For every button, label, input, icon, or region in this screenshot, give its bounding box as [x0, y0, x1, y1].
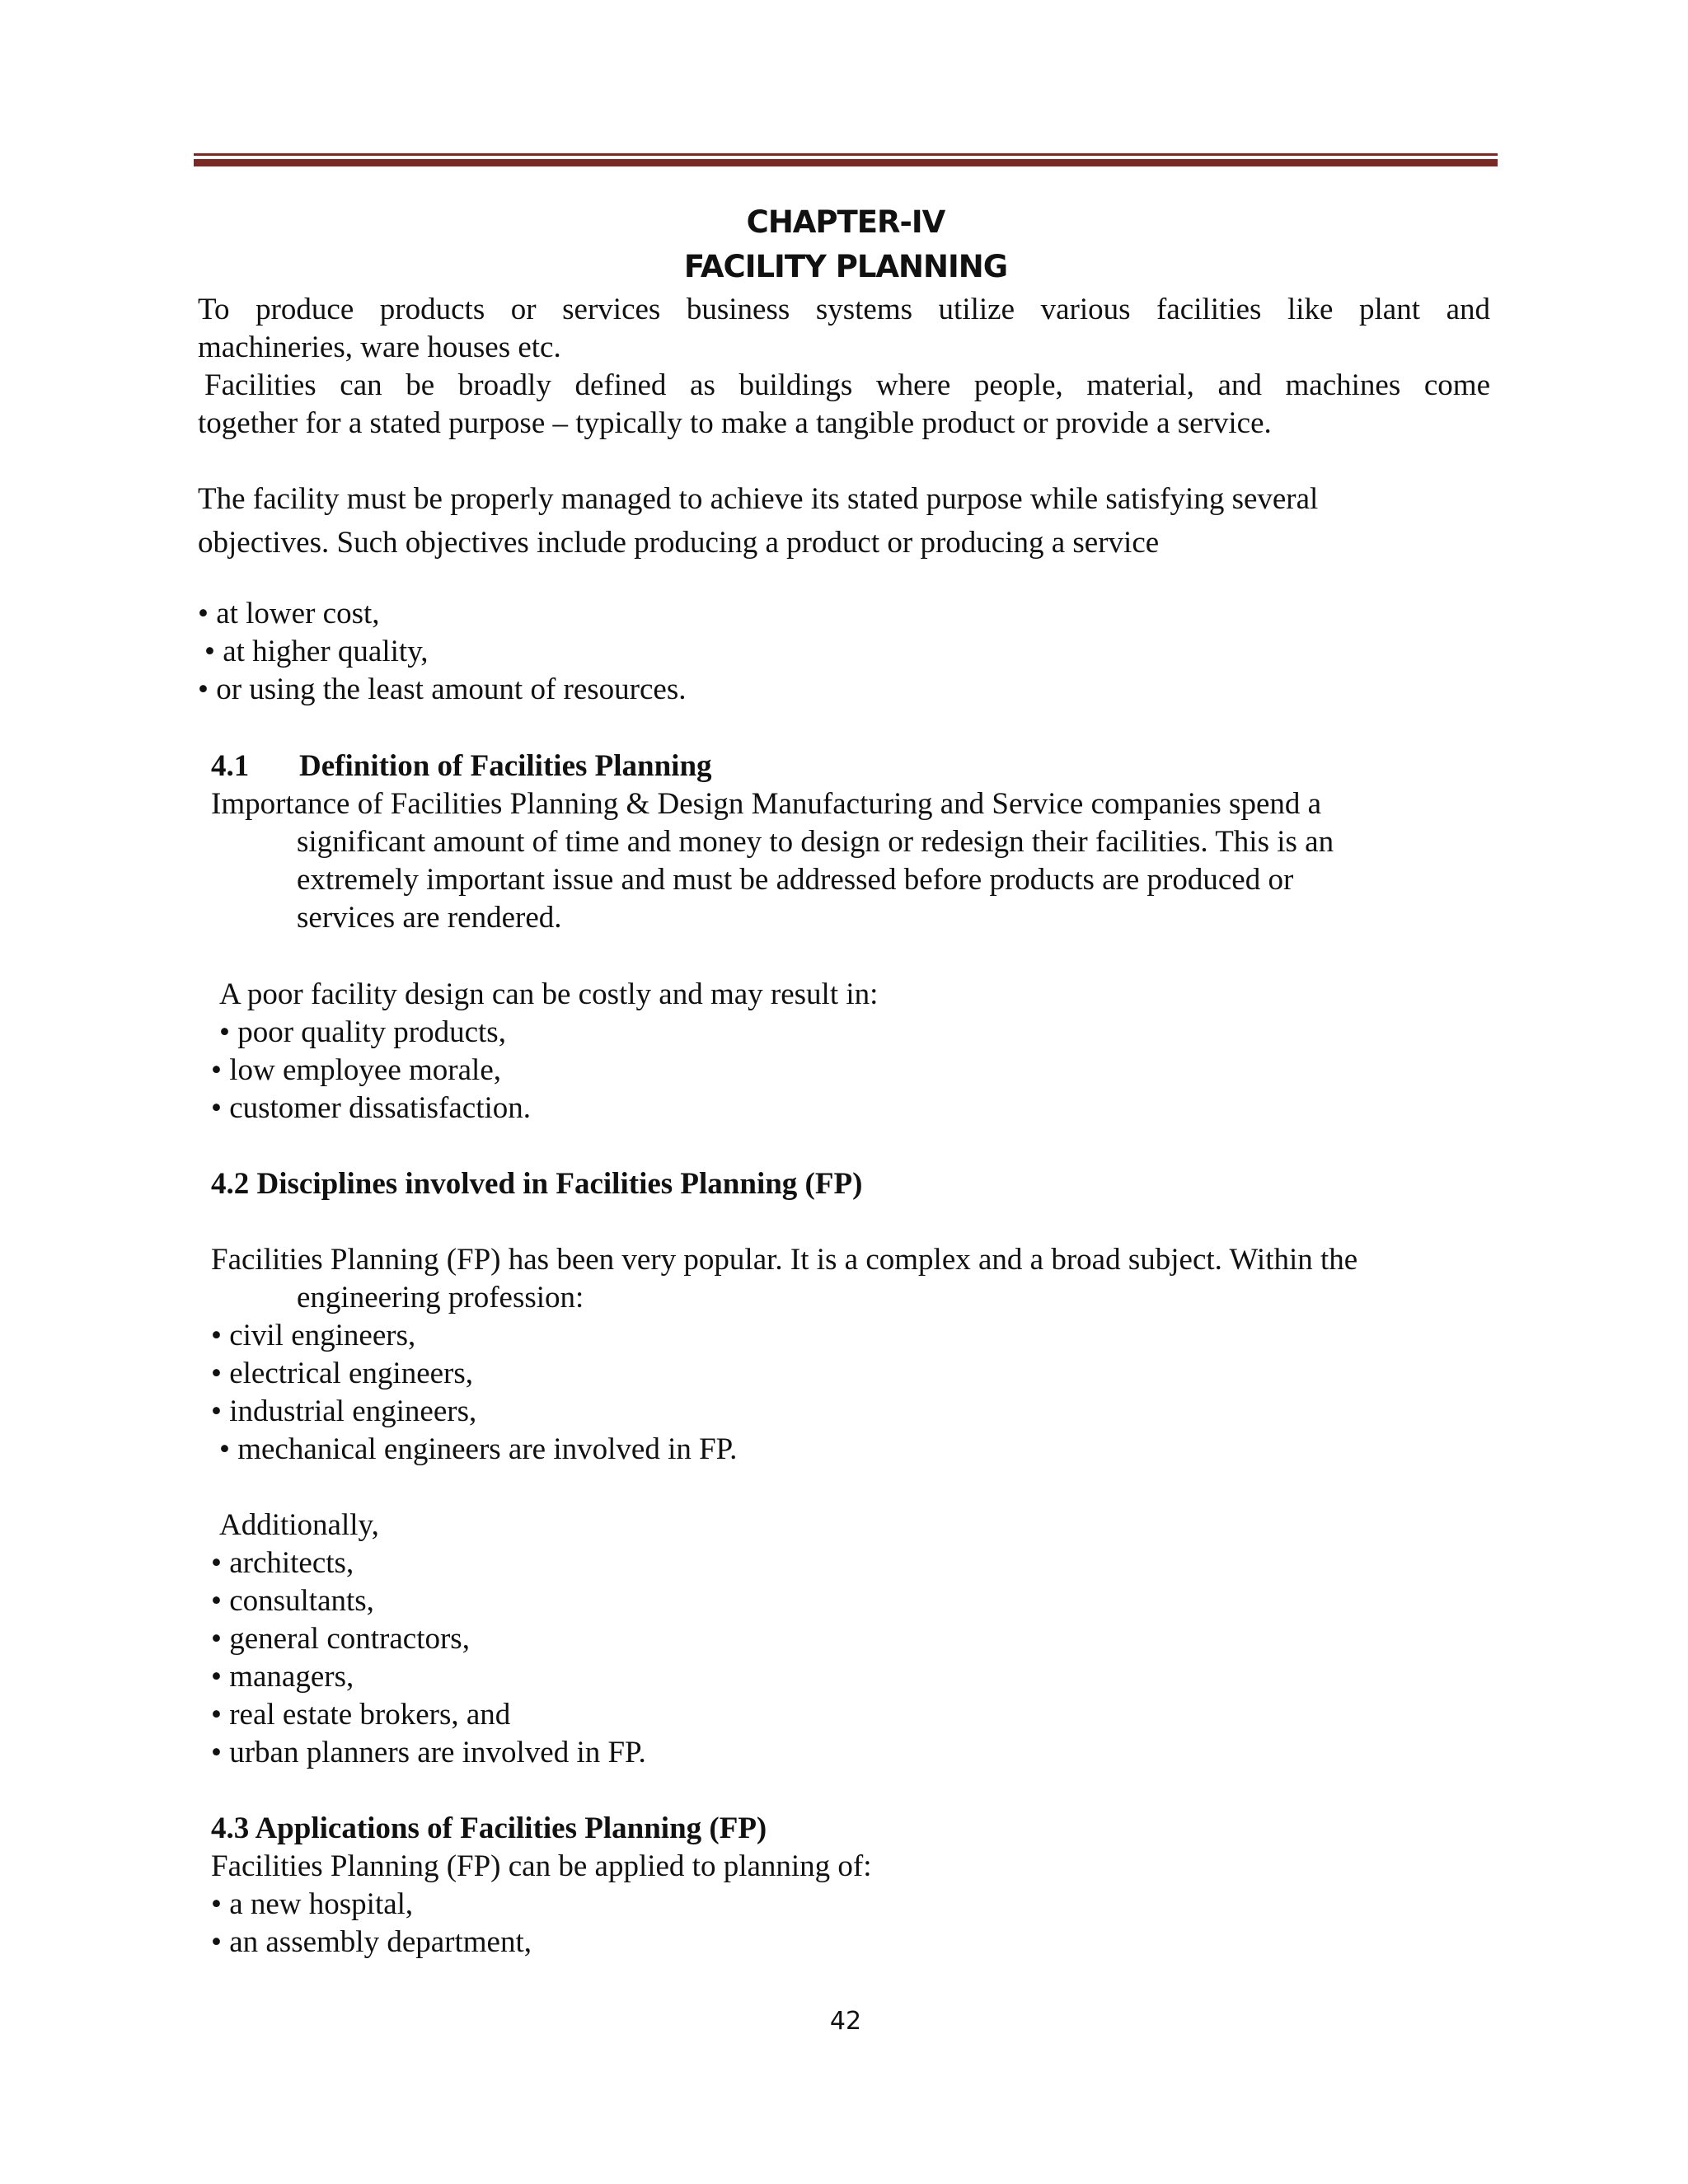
section-4-1-heading — [211, 751, 712, 781]
application-bullet: • an assembly department, — [211, 1925, 532, 1959]
intro-bullet: • at higher quality, — [204, 635, 429, 668]
intro-bullet: • at lower cost, — [198, 597, 380, 630]
page-number: 42 — [829, 2007, 862, 2036]
header-rule-thick — [194, 159, 1498, 166]
other-bullet: • consultants, — [211, 1584, 374, 1618]
section-4-1-line: significant amount of time and money to design or redesign their facilities. This is an — [297, 825, 1334, 859]
chapter-number: CHAPTER-IV — [746, 204, 945, 240]
intro-p1-line2: machineries, ware houses etc. — [198, 330, 561, 364]
intro-p3-line1: The facility must be properly managed to achieve its stated purpose while satisfying several — [198, 482, 1319, 516]
intro-p2-line2: together for a stated purpose – typically to make a tangible product or provide a service. — [198, 406, 1272, 440]
poor-design-bullet: • low employee morale, — [211, 1053, 502, 1087]
other-bullet: • real estate brokers, and — [211, 1698, 511, 1732]
section-4-2-line1: Facilities Planning (FP) has been very popular. It is a complex and a broad subject. Within the — [211, 1243, 1358, 1277]
poor-design-intro: A poor facility design can be costly and may result in: — [219, 977, 879, 1011]
section-4-1-line: Importance of Facilities Planning & Design Manufacturing and Service companies spend a — [211, 787, 1322, 821]
application-bullet: • a new hospital, — [211, 1887, 414, 1921]
section-4-2-heading: 4.2 Disciplines involved in Facilities Planning (FP) — [211, 1167, 863, 1201]
section-4-1-line: services are rendered. — [297, 901, 562, 935]
engineer-bullet: • civil engineers, — [211, 1319, 416, 1352]
additionally-label: Additionally, — [219, 1508, 379, 1542]
chapter-title: FACILITY PLANNING — [683, 249, 1008, 284]
poor-design-bullet: • poor quality products, — [219, 1015, 506, 1049]
other-bullet: • managers, — [211, 1660, 354, 1694]
other-bullet: • urban planners are involved in FP. — [211, 1736, 646, 1769]
other-bullet: • general contractors, — [211, 1622, 470, 1656]
engineer-bullet: • mechanical engineers are involved in FP. — [219, 1432, 738, 1466]
section-4-1-number: 4.1 — [211, 749, 250, 783]
section-4-1-line: extremely important issue and must be addressed before products are produced or — [297, 863, 1294, 897]
section-4-3-heading: 4.3 Applications of Facilities Planning (FP) — [211, 1811, 767, 1845]
intro-p3-line2: objectives. Such objectives include producing a product or producing a service — [198, 526, 1160, 560]
section-4-1-title: Definition of Facilities Planning — [299, 749, 712, 783]
engineer-bullet: • industrial engineers, — [211, 1394, 477, 1428]
engineer-bullet: • electrical engineers, — [211, 1357, 474, 1390]
poor-design-bullet: • customer dissatisfaction. — [211, 1091, 532, 1125]
section-4-3-intro: Facilities Planning (FP) can be applied to planning of: — [211, 1849, 872, 1883]
intro-p1-line1: To produce products or services business systems utilize various facilities like plant and — [198, 293, 1490, 326]
header-rule-thin — [194, 153, 1498, 156]
intro-bullet: • or using the least amount of resources. — [198, 673, 687, 706]
section-4-2-line2: engineering profession: — [297, 1281, 584, 1315]
other-bullet: • architects, — [211, 1546, 354, 1580]
intro-p2-line1: Facilities can be broadly defined as buildings where people, material, and machines come — [204, 368, 1490, 402]
